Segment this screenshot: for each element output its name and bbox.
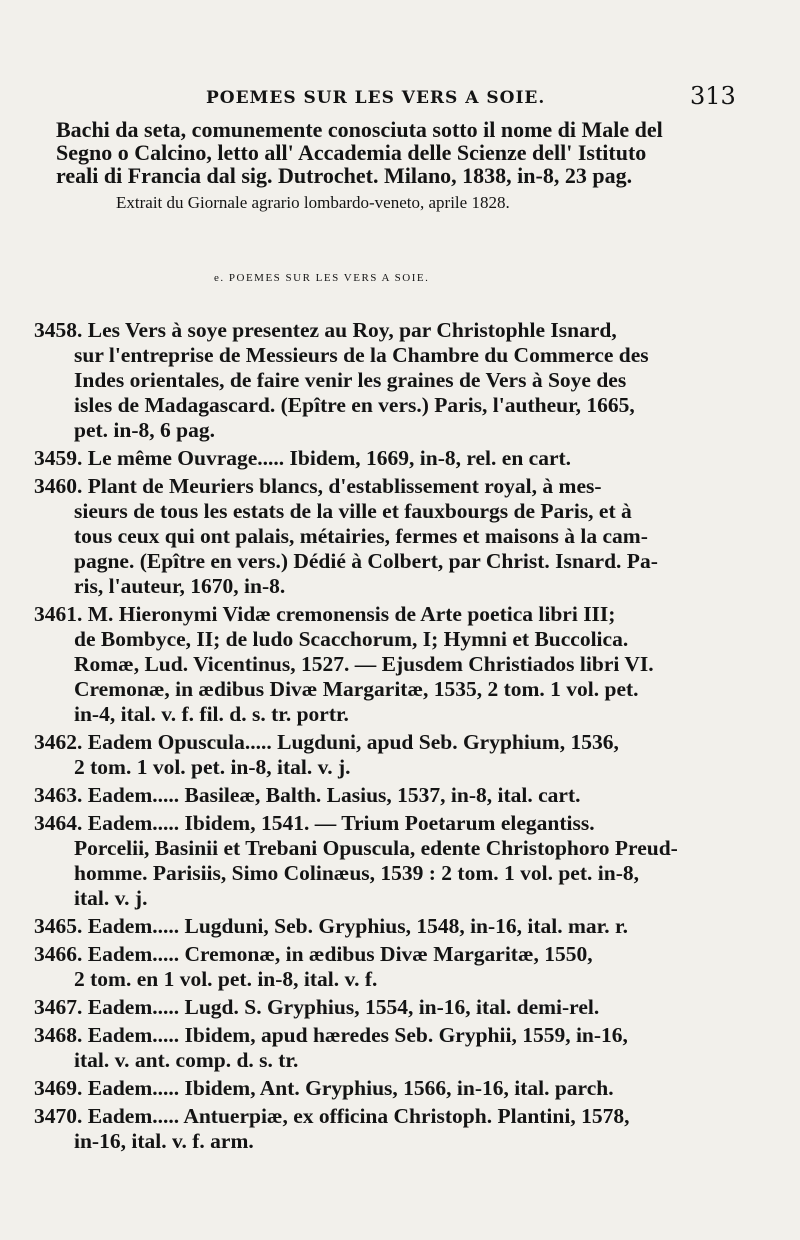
- entry-continuation: Romæ, Lud. Vicentinus, 1527. — Ejusdem Christiados libri VI.: [74, 652, 654, 676]
- entry-continuation: homme. Parisiis, Simo Colinæus, 1539 : 2 tom. 1 vol. pet. in-8,: [74, 861, 639, 885]
- intro-line: Segno o Calcino, letto all' Accademia delle Scienze dell' Istituto: [56, 140, 647, 165]
- entry-continuation: ris, l'auteur, 1670, in-8.: [74, 574, 286, 598]
- entry-number: 3462.: [34, 730, 88, 754]
- entry-text: M. Hieronymi Vidæ cremonensis de Arte poetica libri III;: [87, 602, 616, 626]
- catalogue-entry: [34, 811, 758, 911]
- entry-number: 3466.: [34, 942, 88, 966]
- catalogue-entry: [34, 1023, 758, 1073]
- entry-continuation: ital. v. j.: [74, 886, 148, 910]
- entry-number: 3464.: [34, 811, 88, 835]
- entry-number: 3465.: [34, 914, 88, 938]
- intro-line: reali di Francia dal sig. Dutrochet. Milano, 1838, in-8, 23 pag.: [56, 163, 633, 188]
- section-heading: e. POEMES SUR LES VERS A SOIE.: [214, 272, 430, 284]
- entry-continuation: pagne. (Epître en vers.) Dédié à Colbert, par Christ. Isnard. Pa-: [74, 549, 658, 573]
- running-head-title: POEMES SUR LES VERS A SOIE.: [206, 88, 546, 108]
- entry-text: Eadem..... Antuerpiæ, ex officina Christoph. Plantini, 1578,: [87, 1104, 630, 1128]
- entry-continuation: in-16, ital. v. f. arm.: [74, 1129, 254, 1153]
- entry-continuation: pet. in-8, 6 pag.: [74, 418, 215, 442]
- entry-text: Le même Ouvrage..... Ibidem, 1669, in-8, rel. en cart.: [87, 446, 572, 470]
- entry-number: 3458.: [34, 318, 88, 342]
- entry-continuation: isles de Madagascard. (Epître en vers.) Paris, l'autheur, 1665,: [74, 393, 635, 417]
- catalogue-entry: [34, 783, 758, 808]
- intro-line: Bachi da seta, comunemente conosciuta sotto il nome di Male del: [56, 117, 663, 142]
- entry-continuation: 2 tom. en 1 vol. pet. in-8, ital. v. f.: [74, 967, 378, 991]
- catalogue-entry: [34, 942, 758, 992]
- entry-continuation: 2 tom. 1 vol. pet. in-8, ital. v. j.: [74, 755, 351, 779]
- catalogue-entry: [34, 1104, 758, 1154]
- entry-continuation: sur l'entreprise de Messieurs de la Chambre du Commerce des: [74, 343, 649, 367]
- entry-text: Eadem..... Ibidem, 1541. — Trium Poetarum elegantiss.: [87, 811, 595, 835]
- entry-number: 3463.: [34, 783, 88, 807]
- catalogue-entry: [34, 446, 758, 471]
- catalogue-entry: [34, 914, 758, 939]
- entry-continuation: ital. v. ant. comp. d. s. tr.: [74, 1048, 299, 1072]
- entry-number: 3469.: [34, 1076, 88, 1100]
- entry-number: 3467.: [34, 995, 88, 1019]
- entry-number: 3461.: [34, 602, 88, 626]
- running-head: [0, 82, 800, 116]
- catalogue-entry: [34, 318, 758, 443]
- entry-continuation: de Bombyce, II; de ludo Scacchorum, I; Hymni et Buccolica.: [74, 627, 629, 651]
- entry-continuation: in-4, ital. v. f. fil. d. s. tr. portr.: [74, 702, 349, 726]
- entry-number: 3459.: [34, 446, 88, 470]
- catalogue-entry: [34, 474, 758, 599]
- entry-text: Eadem..... Lugd. S. Gryphius, 1554, in-16, ital. demi-rel.: [87, 995, 600, 1019]
- catalogue-entries: [34, 318, 758, 1157]
- entry-text: Eadem..... Ibidem, Ant. Gryphius, 1566, in-16, ital. parch.: [87, 1076, 614, 1100]
- entry-text: Eadem Opuscula..... Lugduni, apud Seb. Gryphium, 1536,: [87, 730, 619, 754]
- entry-continuation: Indes orientales, de faire venir les graines de Vers à Soye des: [74, 368, 627, 392]
- entry-continuation: tous ceux qui ont palais, métairies, fermes et maisons à la cam-: [74, 524, 648, 548]
- entry-text: Les Vers à soye presentez au Roy, par Christophle Isnard,: [87, 318, 617, 342]
- entry-number: 3460.: [34, 474, 88, 498]
- page-number: 313: [690, 82, 736, 110]
- entry-text: Plant de Meuriers blancs, d'establissement royal, à mes-: [87, 474, 602, 498]
- intro-note: Extrait du Giornale agrario lombardo-veneto, aprile 1828.: [116, 193, 510, 212]
- entry-number: 3470.: [34, 1104, 88, 1128]
- catalogue-entry: [34, 1076, 758, 1101]
- entry-continuation: sieurs de tous les estats de la ville et fauxbourgs de Paris, et à: [74, 499, 632, 523]
- entry-number: 3468.: [34, 1023, 88, 1047]
- entry-text: Eadem..... Ibidem, apud hæredes Seb. Gryphii, 1559, in-16,: [87, 1023, 628, 1047]
- entry-text: Eadem..... Lugduni, Seb. Gryphius, 1548, in-16, ital. mar. r.: [87, 914, 628, 938]
- entry-text: Eadem..... Basileæ, Balth. Lasius, 1537, in-8, ital. cart.: [87, 783, 581, 807]
- catalogue-entry: [34, 730, 758, 780]
- entry-continuation: Porcelii, Basinii et Trebani Opuscula, edente Christophoro Preud-: [74, 836, 678, 860]
- intro-entry: [56, 118, 746, 213]
- entry-continuation: Cremonæ, in ædibus Divæ Margaritæ, 1535, 2 tom. 1 vol. pet.: [74, 677, 639, 701]
- entry-text: Eadem..... Cremonæ, in ædibus Divæ Margaritæ, 1550,: [87, 942, 593, 966]
- catalogue-entry: [34, 602, 758, 727]
- catalogue-entry: [34, 995, 758, 1020]
